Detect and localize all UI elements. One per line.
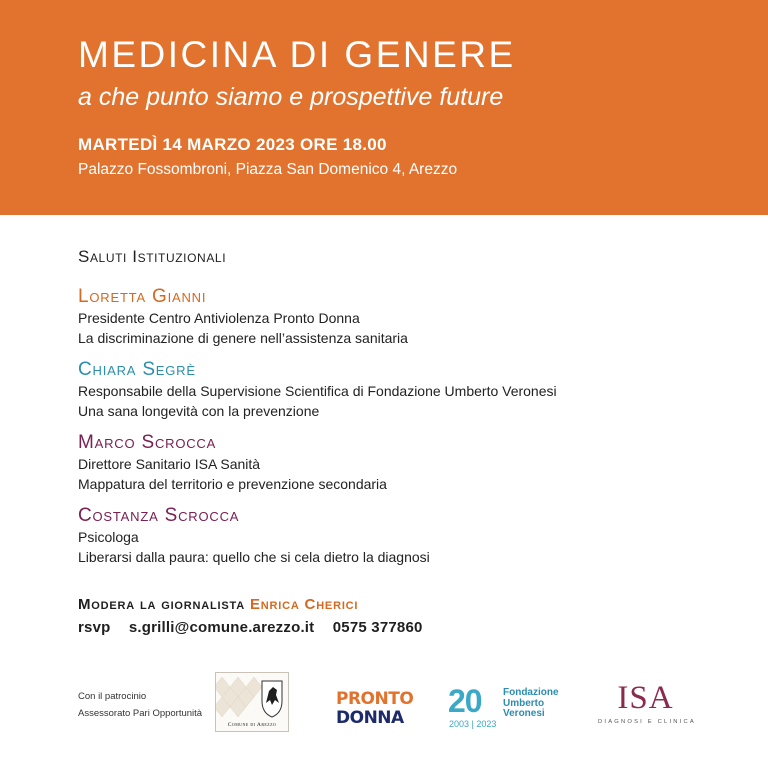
event-venue: Palazzo Fossombroni, Piazza San Domenico 4, Arezzo bbox=[78, 161, 458, 178]
speaker-name: Costanza Scrocca bbox=[78, 505, 240, 526]
speaker-role: Presidente Centro Antiviolenza Pronto Donna bbox=[78, 310, 360, 326]
fuv-name-line: Veronesi bbox=[503, 708, 545, 719]
comune-crest-icon bbox=[216, 673, 288, 721]
fuv-name-line: Fondazione bbox=[503, 687, 559, 698]
moderator-label: Modera la giornalista bbox=[78, 596, 245, 613]
event-date: MARTEDÌ 14 MARZO 2023 ORE 18.00 bbox=[78, 135, 387, 154]
speaker-name: Marco Scrocca bbox=[78, 432, 217, 453]
fuv-name bbox=[503, 688, 559, 720]
rsvp-line bbox=[78, 619, 437, 636]
patronage-text bbox=[78, 688, 202, 722]
program bbox=[78, 245, 738, 577]
rsvp-email[interactable]: s.grilli@comune.arezzo.it bbox=[128, 619, 315, 636]
comune-arezzo-logo bbox=[215, 672, 289, 732]
patronage-line: Assessorato Pari Opportunità bbox=[78, 708, 203, 719]
speaker-item bbox=[78, 358, 738, 421]
speaker-role: Psicologa bbox=[78, 529, 139, 545]
fuv-years: 2003 | 2023 bbox=[449, 719, 497, 729]
event-title: MEDICINA DI GENERE bbox=[78, 34, 516, 75]
rsvp-label: rsvp bbox=[78, 619, 111, 636]
comune-label: Comune di Arezzo bbox=[227, 722, 277, 728]
fuv-name-line: Umberto bbox=[503, 697, 545, 709]
moderator-line bbox=[78, 596, 358, 613]
speaker-topic: Liberarsi dalla paura: quello che si cela dietro la diagnosi bbox=[78, 548, 430, 565]
speaker-role: Responsabile della Supervisione Scientifica di Fondazione Umberto Veronesi bbox=[78, 383, 557, 399]
speaker-item bbox=[78, 504, 738, 567]
pronto-word: PRONTO bbox=[336, 689, 414, 709]
speaker-topic: Una sana longevità con la prevenzione bbox=[78, 402, 320, 419]
speaker-name: Chiara Segrè bbox=[78, 359, 196, 380]
event-subtitle: a che punto siamo e prospettive future bbox=[78, 83, 504, 111]
speaker-item bbox=[78, 285, 738, 348]
speaker-topic: La discriminazione di genere nell’assistenza sanitaria bbox=[78, 329, 408, 346]
donna-word: DONNA bbox=[336, 708, 404, 728]
patronage-line: Con il patrocinio bbox=[78, 691, 147, 702]
rsvp-phone[interactable]: 0575 377860 bbox=[332, 619, 423, 636]
pronto-donna-logo bbox=[336, 689, 414, 728]
fuv-anniversary-number: 20 bbox=[448, 683, 482, 719]
speaker-role: Direttore Sanitario ISA Sanità bbox=[78, 456, 261, 472]
moderator-name: Enrica Cherici bbox=[249, 596, 359, 613]
header-banner bbox=[0, 0, 768, 215]
section-title: Saluti Istituzionali bbox=[78, 247, 227, 266]
isa-tagline: DIAGNOSI E CLINICA bbox=[598, 719, 696, 725]
speaker-name: Loretta Gianni bbox=[78, 286, 207, 307]
fondazione-veronesi-logo bbox=[448, 684, 568, 732]
isa-logo bbox=[598, 679, 696, 735]
speaker-item bbox=[78, 431, 738, 494]
isa-wordmark: ISA bbox=[617, 680, 674, 716]
speaker-topic: Mappatura del territorio e prevenzione secondaria bbox=[78, 475, 387, 492]
